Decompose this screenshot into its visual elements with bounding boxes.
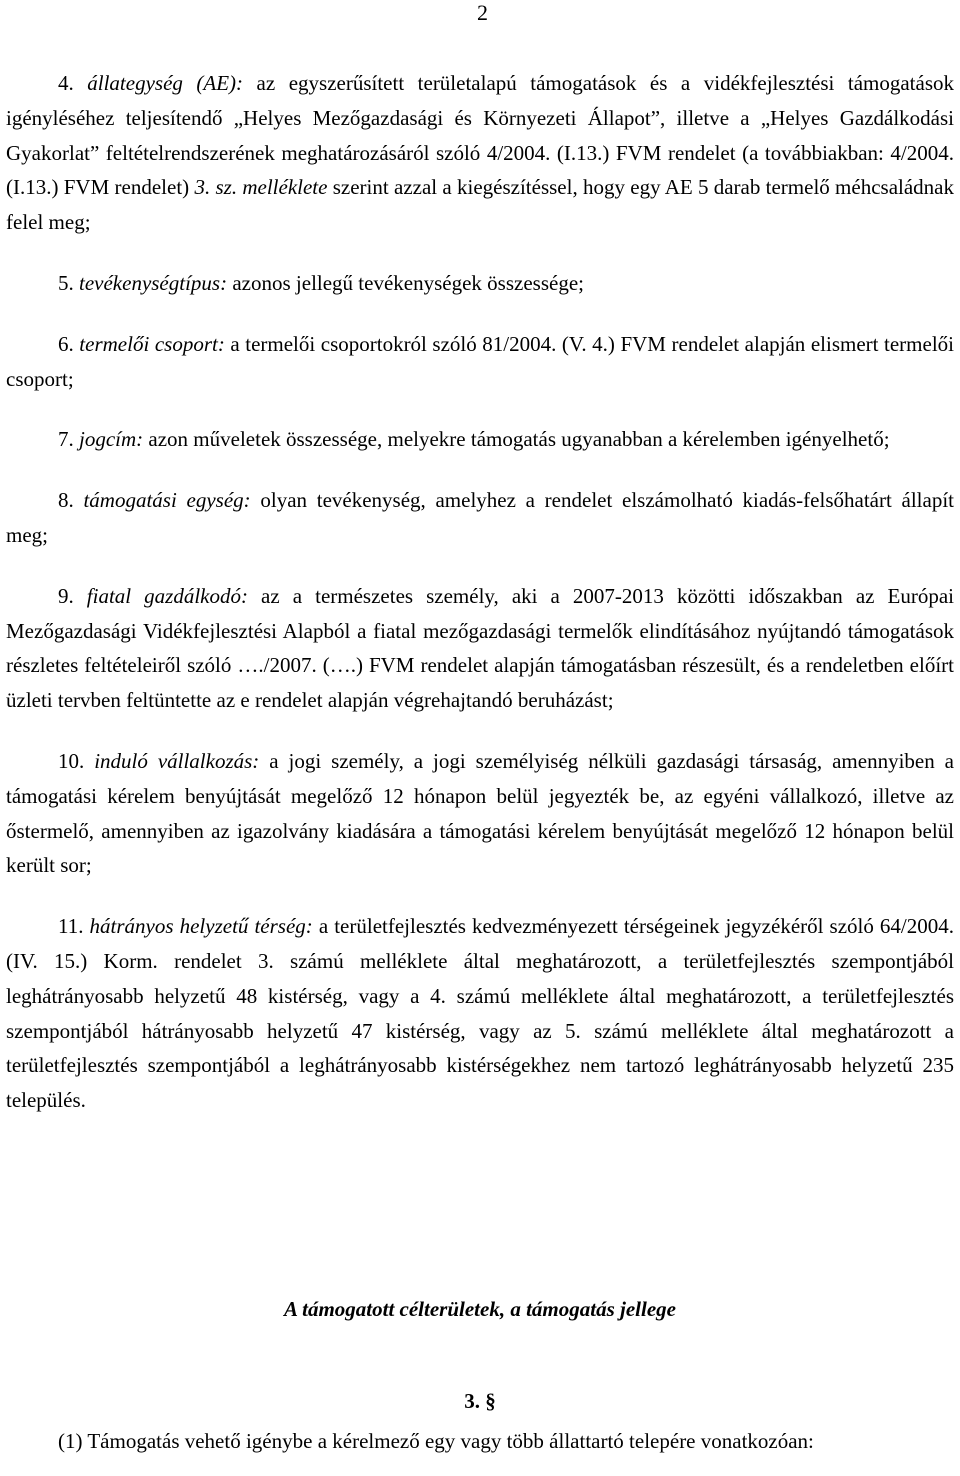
definition-term: támogatási egység: xyxy=(83,488,251,513)
definition-text: az egyszerűsített területalapú támogatások és a vidékfejlesztési támogatások igényléséhez teljesítendő „Helyes Mezőgazdasági és Környezeti Állapot”, illetve a „Helyes Gazdálkodási Gyakorlat” feltételrendszerének meghatározásáról szóló 4/2004. (I.13.) FVM rendelet (a továbbiakban: 4/2004. (I.13.) FVM rendelet) xyxy=(6,71,955,200)
definition-number: 8. xyxy=(58,488,74,513)
definition-item xyxy=(6,327,954,397)
definition-term: jogcím: xyxy=(79,427,144,452)
definitions-list xyxy=(6,66,954,1144)
definition-term: fiatal gazdálkodó: xyxy=(86,583,249,608)
paragraph-text xyxy=(6,1424,954,1459)
definition-item xyxy=(6,909,954,1118)
definition-term: tevékenységtípus: xyxy=(79,270,228,295)
definition-text: az a természetes személy, aki a 2007-2013 közötti időszakban az Európai Mezőgazdasági Vidékfejlesztési Alapból a fiatal mezőgazdasági termelők elindításához nyújtandó támogatások részletes feltételeiről szóló …./2007. (….) FVM rendelet alapján támogatásban részesült, és a rendeletben előírt üzleti tervben feltüntette az e rendelet alapján végrehajtandó beruházást; xyxy=(6,583,954,713)
definition-term: állategység (AE): xyxy=(87,71,244,95)
definition-text: a jogi személy, a jogi személyiség nélküli gazdasági társaság, amennyiben a támogatási kérelem benyújtását megelőző 12 hónapon belül jegyezték be, az egyéni vállalkozó, illetve az őstermelő, amennyiben az igazolvány kiadására a támogatási kérelem benyújtását megelőző 12 hónapon belül került sor; xyxy=(6,748,954,878)
definition-text: azon műveletek összessége, melyekre támogatás ugyanabban a kérelemben igényelhető; xyxy=(143,427,890,452)
page-number: 2 xyxy=(477,0,488,25)
definition-text: olyan tevékenység, amelyhez a rendelet elszámolható kiadás-felsőhatárt állapít meg; xyxy=(6,488,954,547)
definition-number: 5. xyxy=(58,270,74,295)
definition-text-secondary: szerint azzal a kiegészítéssel, hogy egy AE 5 darab termelő méhcsaládnak felel meg; xyxy=(6,175,955,235)
definition-number: 7. xyxy=(58,427,74,452)
definition-number: 4. xyxy=(58,71,74,95)
definition-item xyxy=(6,66,954,240)
definition-item xyxy=(6,744,954,883)
definition-text: a termelői csoportokról szóló 81/2004. (V. 4.) FVM rendelet alapján elismert termelői csoport; xyxy=(6,331,954,391)
definition-item xyxy=(6,266,954,301)
definition-item xyxy=(6,483,954,553)
definition-number: 6. xyxy=(58,331,74,356)
section-heading: A támogatott célterületek, a támogatás jellege xyxy=(284,1297,676,1321)
definition-number: 11. xyxy=(58,914,84,939)
definition-item xyxy=(6,579,954,718)
definition-text: azonos jellegű tevékenységek összessége; xyxy=(227,270,584,295)
definition-term: hátrányos helyzetű térség: xyxy=(89,914,313,939)
definition-term: induló vállalkozás: xyxy=(94,748,260,773)
paragraph-body: (1) Támogatás vehető igénybe a kérelmező egy vagy több állattartó telepére vonatkozóan: xyxy=(58,1429,814,1453)
definition-text: a területfejlesztés kedvezményezett térségeinek jegyzékéről szóló 64/2004. (IV. 15.) Korm. rendelet 3. számú melléklete által meghatározott, a területfejlesztés szempontjából leghátrányosabb helyzetű 48 kistérség, vagy a 4. számú melléklete által meghatározott, a területfejlesztés szempontjából hátrányosabb helyzetű 47 kistérség, vagy az 5. számú melléklete által meghatározott a területfejlesztés szempontjából a leghátrányosabb kistérségekhez nem tartozó leghátrányosabb helyzetű 235 település. xyxy=(6,914,954,1113)
definition-number: 9. xyxy=(58,583,74,608)
definition-number: 10. xyxy=(58,748,85,773)
definition-term: termelői csoport: xyxy=(79,331,225,356)
paragraph-number: 3. § xyxy=(464,1389,496,1413)
definition-term-secondary: 3. sz. melléklete xyxy=(194,175,328,200)
definition-item xyxy=(6,422,954,457)
